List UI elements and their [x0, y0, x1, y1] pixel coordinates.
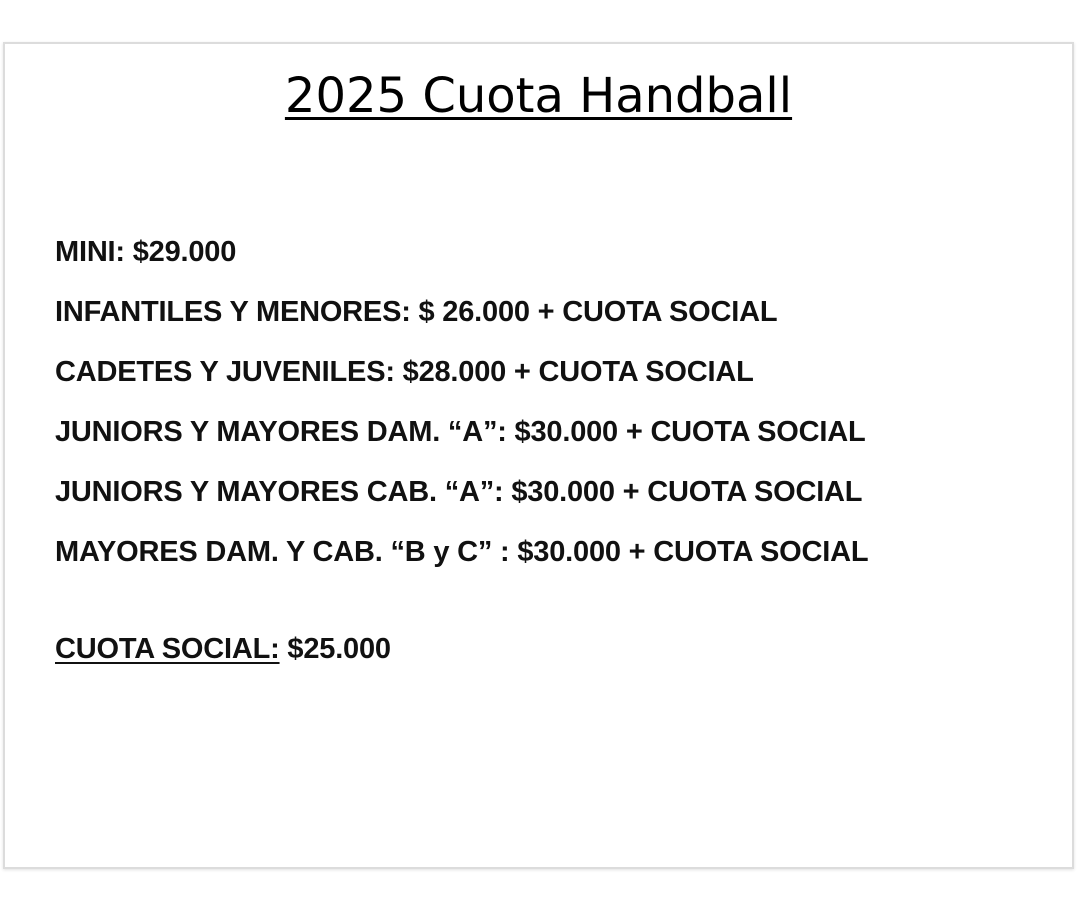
- fee-item-infantiles-menores: INFANTILES Y MENORES: $ 26.000 + CUOTA SOCIAL: [55, 296, 778, 328]
- document-title-text: 2025 Cuota Handball: [284, 68, 793, 124]
- fee-item-mayores-b-y-c: MAYORES DAM. Y CAB. “B y C” : $30.000 + CUOTA SOCIAL: [55, 536, 869, 568]
- document-title: [5, 66, 1072, 126]
- document-page: [3, 42, 1074, 869]
- fee-item-mini: MINI: $29.000: [55, 236, 237, 268]
- social-fee-value: $25.000: [279, 633, 391, 665]
- social-fee-line: [55, 629, 391, 669]
- fee-item-juniors-mayores-dam-a: JUNIORS Y MAYORES DAM. “A”: $30.000 + CUOTA SOCIAL: [55, 416, 866, 448]
- fee-item-cadetes-juveniles: CADETES Y JUVENILES: $28.000 + CUOTA SOCIAL: [55, 356, 754, 388]
- fee-list: [55, 222, 868, 582]
- fee-item-juniors-mayores-cab-a: JUNIORS Y MAYORES CAB. “A”: $30.000 + CUOTA SOCIAL: [55, 476, 863, 508]
- social-fee-label: CUOTA SOCIAL:: [55, 633, 280, 665]
